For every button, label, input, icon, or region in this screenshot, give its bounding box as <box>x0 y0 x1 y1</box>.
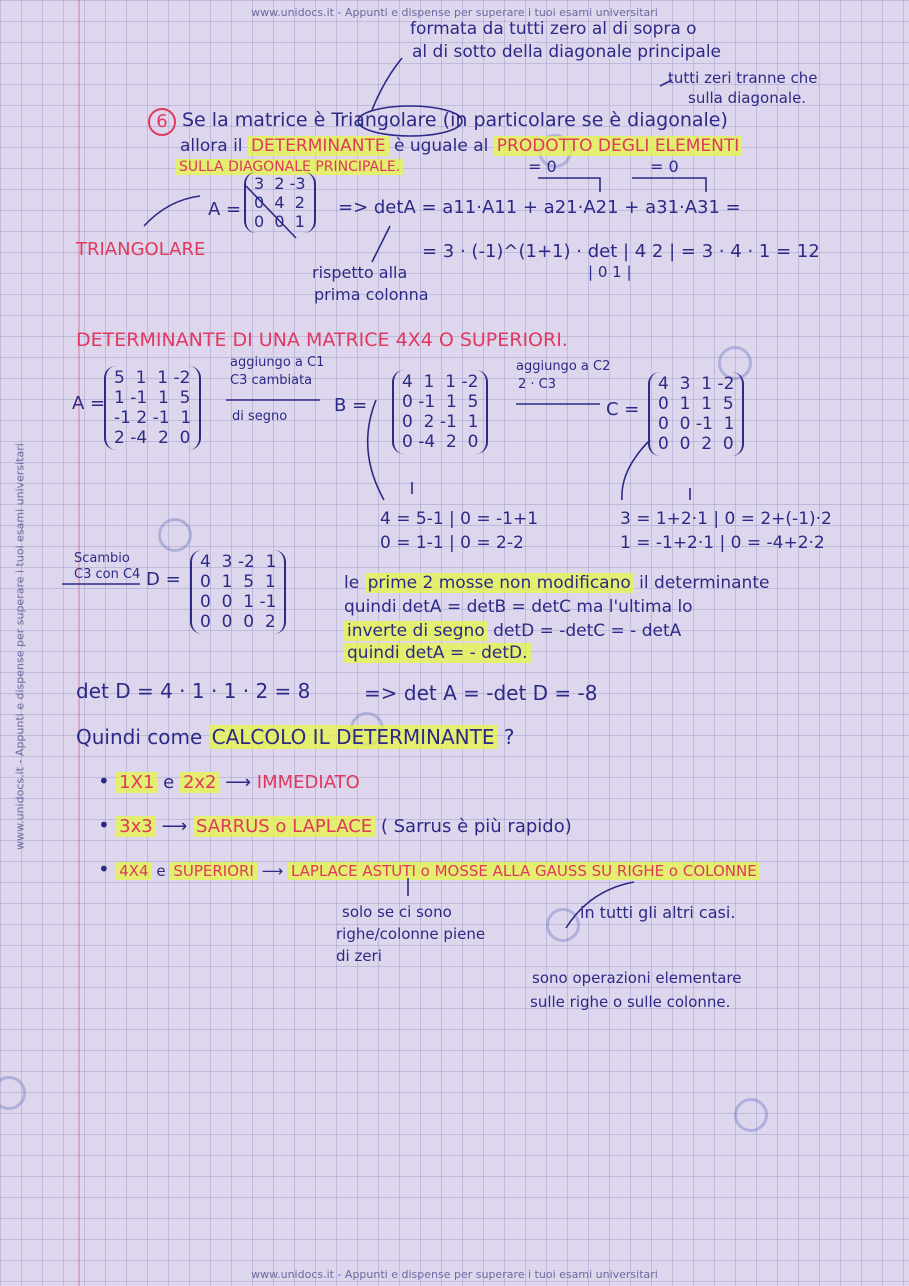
det-a-expansion: => detA = a11·A11 + a21·A21 + a31·A31 = <box>338 197 741 218</box>
matrix-4x4-a: 5 1 1 -2 1 -1 1 5 -1 2 -1 1 2 -4 2 0 <box>104 366 201 450</box>
triangolare-label: TRIANGOLARE <box>76 239 206 260</box>
det-a-result-row-2: | 0 1 | <box>588 263 632 281</box>
zero-label-2: = 0 <box>650 157 679 176</box>
calc-b-line-2: 0 = 1-1 | 0 = 2-2 <box>380 533 524 553</box>
step-2-line-2: 2 · C3 <box>518 377 557 392</box>
arrow-icon: ⟶ <box>161 816 188 837</box>
question-line: Quindi come CALCOLO IL DETERMINANTE ? <box>76 725 515 749</box>
arrow-b-col-1 <box>368 400 384 500</box>
point-6-line-1: Se la matrice è Triangolare (in particolare se è diagonale) <box>182 109 728 131</box>
top-note-4: sulla diagonale. <box>688 89 807 107</box>
sub-note-1-line-1: solo se ci sono <box>342 903 452 921</box>
watermark-side: www.unidocs.it - Appunti e dispense per superare i tuoi esami universitari <box>13 443 27 850</box>
bullet-1: • 1X1 e 2x2 ⟶ IMMEDIATO <box>98 769 360 793</box>
bullet-2: • 3x3 ⟶ SARRUS o LAPLACE ( Sarrus è più rapido) <box>98 813 572 837</box>
matrix-4x4-b-label: B = <box>334 395 368 416</box>
scambio-line-2: C3 con C4 <box>74 567 141 582</box>
calc-c-line-2: 1 = -1+2·1 | 0 = -4+2·2 <box>620 533 825 553</box>
arrow-to-triangolare <box>144 196 200 226</box>
matrix-4x4-d: 4 3 -2 1 0 1 5 1 0 0 1 -1 0 0 0 2 <box>190 550 286 634</box>
scambio-line-1: Scambio <box>74 551 130 566</box>
sub-note-1-line-2: righe/colonne piene <box>336 925 486 943</box>
top-note-2: al di sotto della diagonale principale <box>412 42 722 62</box>
det-a-final: => det A = -det D = -8 <box>364 681 598 705</box>
bracket-zero-1 <box>538 178 600 192</box>
point-6-number: 6 <box>148 108 176 136</box>
rispetto-note-1: rispetto alla <box>312 263 408 282</box>
bullet-3: • 4X4 e SUPERIORI ⟶ LAPLACE ASTUTI o MOSSE ALLA GAUSS SU RIGHE o COLONNE <box>98 858 760 880</box>
top-note-3: tutti zeri tranne che <box>668 69 818 87</box>
arrow-to-sub-2 <box>566 882 634 928</box>
point-6-line-3: SULLA DIAGONALE PRINCIPALE. <box>176 160 403 175</box>
arrow-c-col-1 <box>622 440 650 500</box>
zero-label-1: = 0 <box>528 157 557 176</box>
det-d-line: det D = 4 · 1 · 1 · 2 = 8 <box>76 679 311 703</box>
sub-note-2: in tutti gli altri casi. <box>580 903 736 922</box>
det-a-result: = 3 · (-1)^(1+1) · det | 4 2 | = 3 · 4 · 1 = 12 <box>422 241 820 262</box>
arrow-icon: ⟶ <box>261 862 284 880</box>
rispetto-note-2: prima colonna <box>314 285 429 304</box>
calcolo-highlight: CALCOLO IL DETERMINANTE <box>209 725 498 749</box>
sub-note-1-line-3: di zeri <box>336 947 382 965</box>
explanation-line-1: le prime 2 mosse non modificano il determinante <box>344 573 770 593</box>
determinante-highlight: DETERMINANTE <box>248 136 389 156</box>
matrix-4x4-d-label: D = <box>146 569 181 590</box>
matrix-4x4-c-label: C = <box>606 399 640 420</box>
arrow-to-diagonal-note <box>660 80 672 86</box>
calc-c-line-1: 3 = 1+2·1 | 0 = 2+(-1)·2 <box>620 509 832 529</box>
point-6-line-2: allora il DETERMINANTE è uguale al PRODOTTO DEGLI ELEMENTI <box>180 137 742 156</box>
step-1-line-3: di segno <box>232 409 288 424</box>
watermark-top: www.unidocs.it - Appunti e dispense per superare i tuoi esami universitari <box>251 6 658 19</box>
matrix-4x4-c: 4 3 1 -2 0 1 1 5 0 0 -1 1 0 0 2 0 <box>648 372 744 456</box>
top-note-1: formata da tutti zero al di sopra o <box>410 19 697 39</box>
calc-b-line-1: 4 = 5-1 | 0 = -1+1 <box>380 509 539 529</box>
sub-note-3-line-1: sono operazioni elementare <box>532 969 742 987</box>
triangolare-circle <box>358 106 462 136</box>
step-2-line-1: aggiungo a C2 <box>516 359 611 374</box>
sub-note-3-line-2: sulle righe o sulle colonne. <box>530 993 731 1011</box>
section-title: DETERMINANTE DI UNA MATRICE 4X4 O SUPERIORI. <box>76 329 568 351</box>
prodotto-highlight: PRODOTTO DEGLI ELEMENTI <box>494 136 743 156</box>
step-1-line-1: aggiungo a C1 <box>230 355 325 370</box>
matrix-4x4-b: 4 1 1 -2 0 -1 1 5 0 2 -1 1 0 -4 2 0 <box>392 370 488 454</box>
matrix-a-diagonal-strike <box>246 186 296 238</box>
explanation-line-3: inverte di segno detD = -detC = - detA <box>344 622 681 641</box>
explanation-line-4: quindi detA = - detD. <box>344 644 531 663</box>
explanation-line-2: quindi detA = detB = detC ma l'ultima lo <box>344 597 693 617</box>
arrow-to-top-note <box>372 58 402 110</box>
arrow-icon: ⟶ <box>225 772 252 793</box>
step-1-line-2: C3 cambiata <box>230 373 313 388</box>
matrix-a-label: A = <box>208 199 242 220</box>
matrix-4x4-a-label: A = <box>72 393 106 414</box>
bracket-zero-2 <box>632 178 706 192</box>
arrow-to-rispetto <box>372 226 390 262</box>
matrix-a-3x3: 3 2 -3 0 4 2 0 0 1 <box>244 172 316 233</box>
watermark-bottom: www.unidocs.it - Appunti e dispense per superare i tuoi esami universitari <box>251 1268 658 1281</box>
